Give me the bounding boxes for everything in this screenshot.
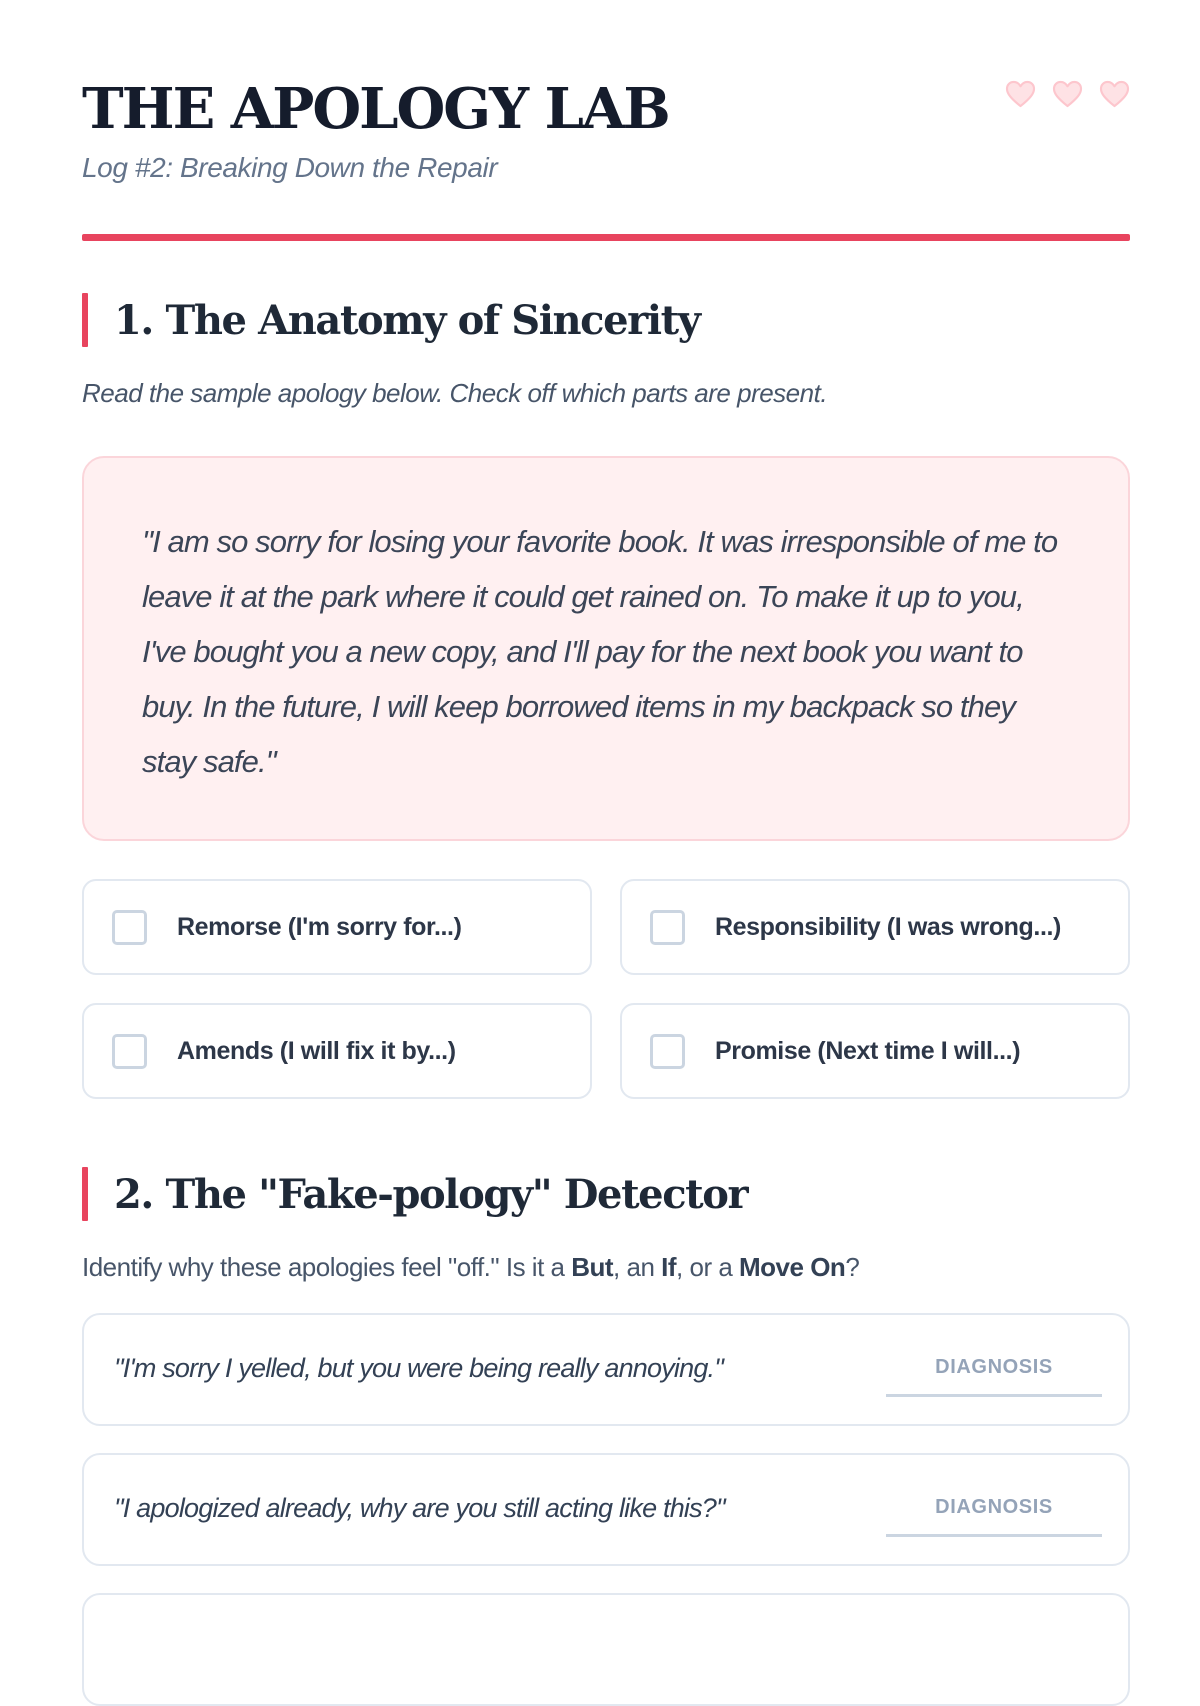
- page-title: THE APOLOGY LAB: [82, 76, 669, 142]
- section-2-heading: [82, 1167, 747, 1221]
- section-1-instruction: Read the sample apology below. Check off which parts are present.: [82, 378, 828, 408]
- checkbox[interactable]: [650, 910, 685, 945]
- fake-apology-quote: "I apologized already, why are you still acting like this?": [114, 1493, 725, 1523]
- hearts-row: [1005, 80, 1130, 108]
- checklist-label: Remorse (I'm sorry for...): [177, 912, 462, 941]
- checklist-label: Responsibility (I was wrong...): [715, 912, 1061, 941]
- checkbox[interactable]: [112, 910, 147, 945]
- checklist-item-amends[interactable]: [82, 1003, 592, 1099]
- checklist-label: Promise (Next time I will...): [715, 1036, 1021, 1065]
- checkbox[interactable]: [650, 1034, 685, 1069]
- instruction-text: , an: [613, 1252, 662, 1282]
- checkbox[interactable]: [112, 1034, 147, 1069]
- fake-apology-card-partial: [82, 1593, 1130, 1706]
- section-accent-bar: [82, 293, 88, 347]
- section-accent-bar: [82, 1167, 88, 1221]
- keyword-but: But: [571, 1252, 614, 1282]
- checklist-label: Amends (I will fix it by...): [177, 1036, 456, 1065]
- keyword-if: If: [661, 1252, 677, 1282]
- checklist-item-responsibility[interactable]: [620, 879, 1130, 975]
- section-2-title: 2. The "Fake-pology" Detector: [114, 1170, 748, 1218]
- diagnosis-input[interactable]: [886, 1481, 1102, 1537]
- section-1-title: 1. The Anatomy of Sincerity: [114, 296, 700, 344]
- section-1-heading: [82, 293, 700, 347]
- fake-apology-card: [82, 1453, 1130, 1566]
- sample-apology-box: [82, 456, 1130, 841]
- diagnosis-input[interactable]: [886, 1341, 1102, 1397]
- heart-icon: [1005, 80, 1036, 108]
- checklist-item-remorse[interactable]: [82, 879, 592, 975]
- instruction-text: Identify why these apologies feel "off." Is it a: [82, 1252, 572, 1282]
- keyword-move-on: Move On: [739, 1252, 846, 1282]
- page-subtitle: Log #2: Breaking Down the Repair: [82, 152, 498, 183]
- checklist-item-promise[interactable]: [620, 1003, 1130, 1099]
- instruction-text: ?: [845, 1252, 860, 1282]
- instruction-text: , or a: [676, 1252, 740, 1282]
- fake-apology-quote: "I'm sorry I yelled, but you were being really annoying.": [114, 1353, 724, 1383]
- heart-icon: [1099, 80, 1130, 108]
- sample-apology-text: "I am so sorry for losing your favorite book. It was irresponsible of me to leave it at the park where it could get rained on. To make it up to you, I've bought you a new copy, and I'll pay for the next book you want to buy. In the future, I will keep borrowed items in my backpack so they stay safe.": [142, 524, 1058, 779]
- section-2-instruction: [82, 1252, 859, 1283]
- fake-apology-card: [82, 1313, 1130, 1426]
- header-divider: [82, 234, 1130, 241]
- heart-icon: [1052, 80, 1083, 108]
